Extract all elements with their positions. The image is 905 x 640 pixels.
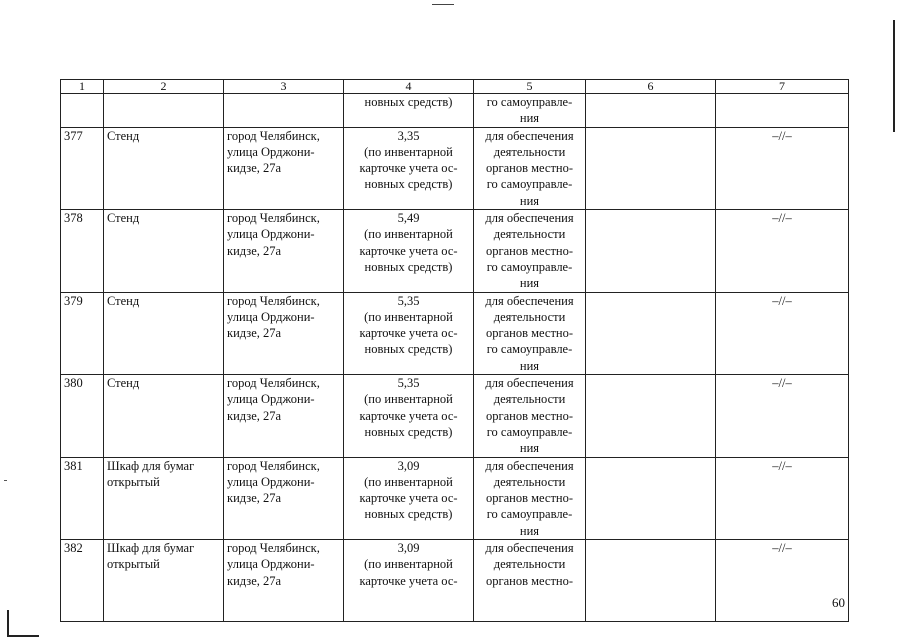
cell-col6 xyxy=(586,210,716,292)
table-body xyxy=(61,80,849,622)
left-scan-dot xyxy=(4,480,7,481)
column-header: 3 xyxy=(224,80,344,94)
value-amount: 3,35 xyxy=(397,128,420,143)
cell-value xyxy=(344,457,474,539)
table-row xyxy=(61,540,849,622)
cell-number: 377 xyxy=(61,127,104,209)
table-row xyxy=(61,457,849,539)
cell-col7: –//– xyxy=(716,540,849,622)
cell-purpose-continued: го самоуправле- ния xyxy=(474,94,586,128)
value-amount: 3,09 xyxy=(397,541,420,556)
cell-number: 380 xyxy=(61,375,104,457)
cell-value xyxy=(344,540,474,622)
cell-address: город Челябинск, улица Орджони- кидзе, 27а xyxy=(224,210,344,292)
cell-col7: –//– xyxy=(716,292,849,374)
cell-empty xyxy=(586,94,716,128)
table-row xyxy=(61,127,849,209)
cell-col7: –//– xyxy=(716,127,849,209)
cell-purpose: для обеспечения деятельности органов местно- го самоуправле- ния xyxy=(474,127,586,209)
table-row xyxy=(61,210,849,292)
cell-empty xyxy=(224,94,344,128)
value-amount: 5,49 xyxy=(397,211,420,226)
value-amount: 3,09 xyxy=(397,458,420,473)
cell-address: город Челябинск, улица Орджони- кидзе, 27а xyxy=(224,375,344,457)
cell-name: Шкаф для бумаг открытый xyxy=(104,457,224,539)
cell-number: 381 xyxy=(61,457,104,539)
top-scan-mark xyxy=(432,4,454,5)
cell-name: Шкаф для бумаг открытый xyxy=(104,540,224,622)
cell-col6 xyxy=(586,457,716,539)
column-header: 5 xyxy=(474,80,586,94)
cell-number: 382 xyxy=(61,540,104,622)
cell-empty xyxy=(104,94,224,128)
cell-value xyxy=(344,210,474,292)
cell-col6 xyxy=(586,540,716,622)
cell-address: город Челябинск, улица Орджони- кидзе, 27а xyxy=(224,292,344,374)
property-table xyxy=(60,79,849,622)
cell-name: Стенд xyxy=(104,292,224,374)
column-header: 7 xyxy=(716,80,849,94)
cell-purpose: для обеспечения деятельности органов местно- xyxy=(474,540,586,622)
table-row xyxy=(61,292,849,374)
cell-name: Стенд xyxy=(104,127,224,209)
cell-value xyxy=(344,375,474,457)
value-source: (по инвентарной карточке учета ос- новных средств) xyxy=(359,474,458,522)
cell-number: 379 xyxy=(61,292,104,374)
column-header: 2 xyxy=(104,80,224,94)
cell-col7: –//– xyxy=(716,210,849,292)
cell-col6 xyxy=(586,292,716,374)
column-header: 1 xyxy=(61,80,104,94)
continuation-row xyxy=(61,94,849,128)
value-source: (по инвентарной карточке учета ос- новных средств) xyxy=(359,144,458,192)
cell-number: 378 xyxy=(61,210,104,292)
cell-address: город Челябинск, улица Орджони- кидзе, 27а xyxy=(224,127,344,209)
page-number: 60 xyxy=(832,595,845,610)
value-source: (по инвентарной карточке учета ос- новных средств) xyxy=(359,309,458,357)
cell-purpose: для обеспечения деятельности органов местно- го самоуправле- ния xyxy=(474,210,586,292)
value-amount: 5,35 xyxy=(397,376,420,391)
value-source: (по инвентарной карточке учета ос- новных средств) xyxy=(359,392,458,439)
cell-col6 xyxy=(586,375,716,457)
cell-col7: –//– xyxy=(716,375,849,457)
column-number-row xyxy=(61,80,849,94)
cell-empty xyxy=(61,94,104,128)
cell-name: Стенд xyxy=(104,210,224,292)
value-amount: 5,35 xyxy=(397,293,420,308)
cell-col6 xyxy=(586,127,716,209)
cell-purpose: для обеспечения деятельности органов местно- го самоуправле- ния xyxy=(474,457,586,539)
corner-mark-vertical xyxy=(7,610,9,636)
cell-address: город Челябинск, улица Орджони- кидзе, 27а xyxy=(224,540,344,622)
cell-empty xyxy=(716,94,849,128)
table-row xyxy=(61,375,849,457)
cell-value xyxy=(344,292,474,374)
cell-name: Стенд xyxy=(104,375,224,457)
cell-address: город Челябинск, улица Орджони- кидзе, 27а xyxy=(224,457,344,539)
column-header: 6 xyxy=(586,80,716,94)
value-source: (по инвентарной карточке учета ос- новных средств) xyxy=(359,227,458,274)
cell-purpose: для обеспечения деятельности органов местно- го самоуправле- ния xyxy=(474,375,586,457)
corner-mark-horizontal xyxy=(7,635,39,637)
cell-col7: –//– xyxy=(716,457,849,539)
column-header: 4 xyxy=(344,80,474,94)
cell-purpose: для обеспечения деятельности органов местно- го самоуправле- ния xyxy=(474,292,586,374)
cell-source-continued: новных средств) xyxy=(344,94,474,128)
value-source: (по инвентарной карточке учета ос- xyxy=(359,557,458,588)
right-edge-line xyxy=(893,20,895,132)
cell-value xyxy=(344,127,474,209)
